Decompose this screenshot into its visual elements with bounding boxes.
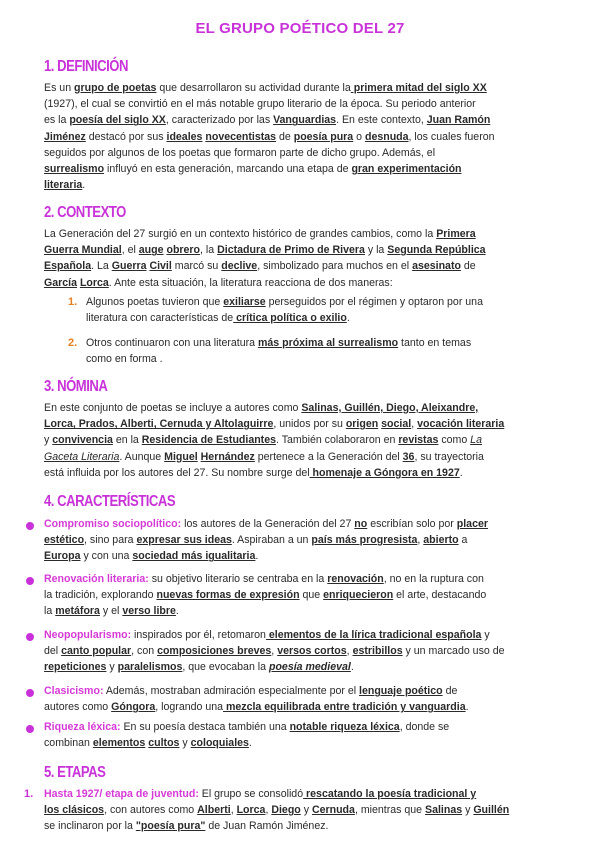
- heading-definicion: 1. DEFINICIÓN: [44, 58, 128, 75]
- list-item: Riqueza léxica: En su poesía destaca también una notable riqueza léxica, donde se combinan elementos cultos y coloquiales.: [44, 721, 450, 750]
- list-item: Otros continuaron con una literatura más próxima al surrealismo tanto en temas como en forma .: [86, 337, 472, 366]
- bullet-icon: [26, 689, 34, 697]
- bullet-icon: [26, 522, 34, 530]
- list-item: Neopopularismo: inspirados por él, retomaron elementos de la lírica tradicional española y del canto popular, con composiciones breves, versos cortos, estribillos y un marcado uso de repeticiones y paralelismos, que evocaban la poesía medieval.: [44, 629, 505, 674]
- list-number: 2.: [68, 337, 78, 349]
- list-item: Algunos poetas tuvieron que exiliarse perseguidos por el régimen y optaron por una literatura con características de crítica política o exilio.: [86, 296, 483, 325]
- list-number: 1.: [24, 788, 34, 800]
- list-number: 1.: [68, 296, 78, 308]
- paragraph-definicion: Es un grupo de poetas que desarrollaron su actividad durante la primera mitad del siglo XX (1927), el cual se convirtió en el más notable grupo literario de la época. Su periodo anterior es la poesía del siglo XX, caracterizado por las Vanguardias. En este contexto, Juan Ramón Jiménez destacó por sus ideales novecentistas de poesía pura o desnuda, los cuales fueron seguidos por algunos de los poetas que formaron parte de dicho grupo. Además, el surrealismo influyó en esta generación, marcando una etapa de gran experimentación literaria.: [44, 82, 495, 192]
- heading-contexto: 2. CONTEXTO: [44, 204, 126, 221]
- paragraph-contexto: La Generación del 27 surgió en un contexto histórico de grandes cambios, como la Primera Guerra Mundial, el auge obrero, la Dictadura de Primo de Rivera y la Segunda República Española. La Guerra Civil marcó su declive, simbolizado para muchos en el asesinato de García Lorca. Ante esta situación, la literatura reacciona de dos maneras:: [44, 228, 486, 289]
- list-item: Renovación literaria: su objetivo literario se centraba en la renovación, no en la ruptura con la tradición, explorando nuevas formas de expresión que enriquecieron el arte, destacando la metáfora y el verso libre.: [44, 573, 487, 618]
- heading-etapas: 5. ETAPAS: [44, 764, 106, 781]
- bullet-icon: [26, 633, 34, 641]
- heading-caracteristicas: 4. CARACTERÍSTICAS: [44, 493, 176, 510]
- bullet-icon: [26, 577, 34, 585]
- list-item: Compromiso sociopolítico: los autores de la Generación del 27 no escribían solo por placer estético, sino para expresar sus ideas. Aspiraban a un país más progresista, abierto a Europa y con una sociedad más igualitaria.: [44, 518, 488, 563]
- list-item: Clasicismo: Además, mostraban admiración especialmente por el lenguaje poético de autores como Góngora, logrando una mezcla equilibrada entre tradición y vanguardia.: [44, 685, 469, 714]
- page-title: EL GRUPO POÉTICO DEL 27: [195, 20, 405, 37]
- bullet-icon: [26, 725, 34, 733]
- paragraph-nomina: En este conjunto de poetas se incluye a autores como Salinas, Guillén, Diego, Aleixandre, Lorca, Prados, Alberti, Cernuda y Altolaguirre, unidos por su origen social, vocación literaria y convivencia en la Residencia de Estudiantes. También colaboraron en revistas como La Gaceta Literaria. Aunque Miguel Hernández pertenece a la Generación del 36, su trayectoria está influida por los autores del 27. Su nombre surge del homenaje a Góngora en 1927.: [44, 402, 505, 479]
- list-item: Hasta 1927/ etapa de juventud: El grupo se consolidó rescatando la poesía tradicional y los clásicos, con autores como Alberti, Lorca, Diego y Cernuda, mientras que Salinas y Guillén se inclinaron por la "poesía pura" de Juan Ramón Jiménez.: [44, 788, 510, 833]
- heading-nomina: 3. NÓMINA: [44, 378, 108, 395]
